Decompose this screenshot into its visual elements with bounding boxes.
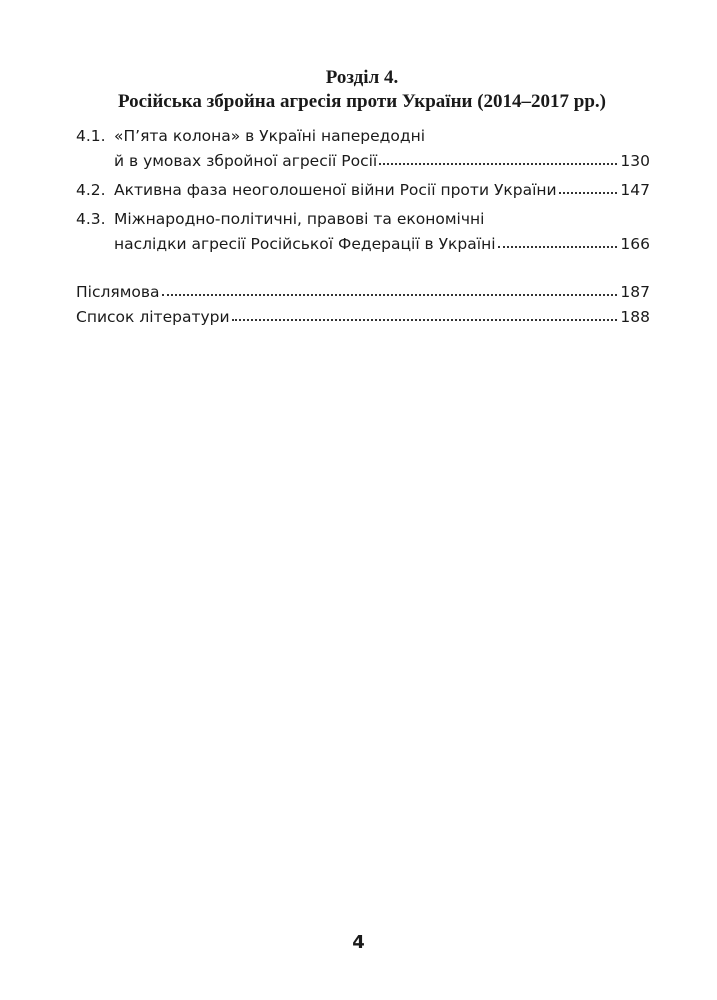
toc-entry-line [76,280,650,305]
toc-back-matter-list [76,280,650,330]
toc-entry-references[interactable] [76,305,650,330]
section-number: 4.2. [76,181,106,199]
chapter-title: Російська збройна агресія проти України (2014–2017 рр.) [117,91,607,112]
toc-entry-line [76,232,650,257]
toc-entry-line [76,124,650,149]
dot-leader [162,282,618,298]
dot-leader [232,307,618,323]
section-page-number: 130 [620,152,650,170]
dot-leader [559,180,618,196]
section-title-line1: «П’ята колона» в Україні напередодні [114,127,426,145]
section-title-line2: наслідки агресії Російської Федерації в Україні [114,235,496,253]
section-number: 4.3. [76,210,106,228]
toc-entry-4-2[interactable] [76,178,650,203]
page-number: 4 [352,932,365,953]
toc-entry-afterword[interactable] [76,280,650,305]
section-title-line1: Активна фаза неоголошеної війни Росії проти України [114,181,557,199]
toc-entry-line [76,178,650,203]
chapter-heading [76,66,648,114]
back-matter-title: Список літератури [76,308,230,326]
toc-entry-line [76,149,650,174]
toc-entry-line [76,207,650,232]
back-matter-page-number: 188 [620,308,650,326]
section-number: 4.1. [76,127,106,145]
dot-leader [498,234,618,250]
dot-leader [379,151,617,167]
back-matter-title: Післямова [76,283,160,301]
toc-entry-4-3[interactable] [76,207,650,257]
chapter-label: Розділ 4. [325,67,399,88]
section-title-line1: Міжнародно-політичні, правові та економічні [114,210,485,228]
section-title-line2: й в умовах збройної агресії Росії [114,152,378,170]
toc-entry-line [76,305,650,330]
back-matter-page-number: 187 [620,283,650,301]
section-page-number: 166 [620,235,650,253]
toc-sections-list [76,124,650,257]
toc-entry-4-1[interactable] [76,124,650,174]
section-page-number: 147 [620,181,650,199]
